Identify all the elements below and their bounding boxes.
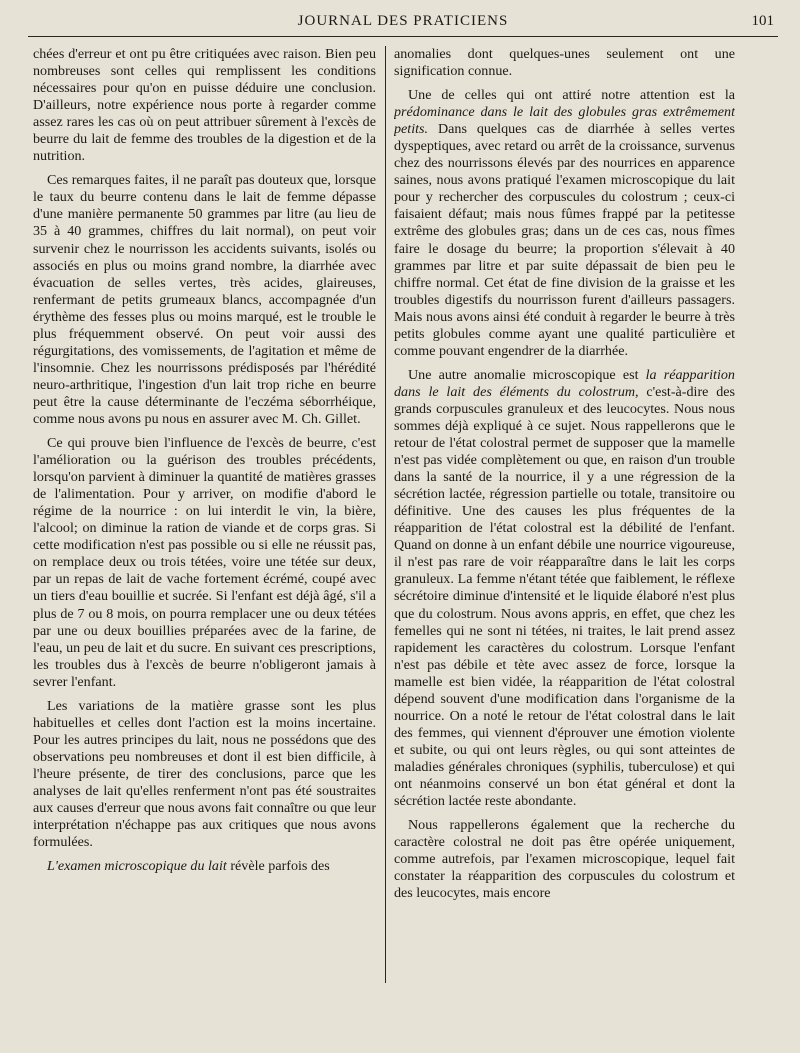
column-divider [385,46,386,983]
italic-phrase: la réapparition dans le lait des éléments du colostrum, [394,366,735,400]
italic-phrase: prédominance dans le lait des globules gras extrêmement petits. [394,104,735,138]
paragraph: Ces remarques faites, il ne paraît pas douteux que, lorsque le taux du beurre contenu dans le lait de femme dépasse d'une manière permanente 50 grammes par litre (au lieu de 35 à 40 grammes, chiffres du lait normal), on peut voir survenir chez le nourrisson les accidents suivants, isolés ou associés en plus ou moins grand nombre, la diarrhée avec évacuation de selles vertes, très acides, glaireuses, renfermant de petits grumeaux blancs, accompagnée d'un érythème des fesses plus ou moins marqué, est le trouble le plus fréquemment observé. On peut voir aussi des régurgitations, des vomissements, de l'agitation et même de l'insomnie. Chez les nourrissons prédisposés par l'hérédité neuro-arthritique, l'ingestion d'un lait trop riche en beurre peut être la cause déterminante de l'eczéma séborrhéique, comme nous avons pu nous en assurer avec M. Ch. Gillet. [33,172,376,427]
text-run: Dans quelques cas de diarrhée à selles vertes dyspeptiques, avec retard ou arrêt de la croissance, survenus chez des nourrissons élevés par des nourrices en apparence saines, nous avons pratiqué l'examen microscopique du lait pour y rechercher des corpuscules du colostrum ; ceux-ci faisaient défaut; mais nous fûmes frappé par la petitesse extrême des globules gras; dans un de ces cas, nous fîmes faire le dosage du beurre; la proportion s'élevait à 40 grammes par litre et par suite dépassait de bien peu le chiffre normal. Cet état de fine division de la graisse et les troubles digestifs du nourrisson furent d'ailleurs passagers. Mais nous avons ainsi été conduit à regarder le beurre à très petits globules comme ayant une qualité particulière et comme pouvant engendrer de la diarrhée. [394,121,735,359]
paragraph [33,858,376,875]
text-run: Une autre anomalie microscopique est [408,366,646,383]
paragraph [394,367,735,810]
right-column [394,46,735,985]
paragraph: Nous rappellerons également que la recherche du caractère colostral ne doit pas être opérée uniquement, comme autrefois, par l'examen microscopique, lequel fait constater la réapparition des corpuscules du colostrum et des leucocytes, mais encore [394,817,735,902]
paragraph: Les variations de la matière grasse sont les plus habituelles et celles dont l'action est la moins incertaine. Pour les autres principes du lait, nous ne possédons que des observations peu nombreuses et dont il est bien difficile, à l'heure présente, de tirer des conclusions, parce que les analyses de lait qu'elles renferment n'ont pas été soustraites aux causes d'erreur que nous avons fait connaître ou que leur interprétation n'échappe pas aux critiques que nous avons formulées. [33,697,376,851]
paragraph: anomalies dont quelques-unes seulement ont une signification connue. [394,46,735,80]
text-run: Une de celles qui ont attiré notre attention est la [408,87,735,104]
italic-phrase: L'examen microscopique du lait [47,858,227,875]
paragraph [394,87,735,360]
text-run: révèle parfois des [226,858,330,875]
running-title: JOURNAL DES PRATICIENS [297,13,509,29]
text-run: c'est-à-dire des grands corpuscules granuleux et des leucocytes. Nous nous sommes déjà expliqué à ce sujet. Nous rappellerons que le retour de l'état colostral permet de supposer que la mamelle n'est pas vidée complètement ou que, en raison d'un trouble dans la santé de la nourrice, il y a une régression de la sécrétion lactée, régression partielle ou totale, transitoire ou définitive. Une des causes les plus fréquentes de la réapparition de l'état colostral est la débilité de l'enfant. Quand on donne à un enfant débile une nourrice vigoureuse, il n'est pas rare de voir réapparaître dans le lait les corps granuleux. La femme n'étant tétée que faiblement, le réflexe sécrétoire diminue d'intensité et le liquide élaboré n'est plus que du colostrum. Nous avons appris, en effet, que chez les femelles qui ne sont ni tétées, ni traites, le lait prend assez rapidement les caractères du colostrum. Lorsque l'enfant n'est pas débile et tète avec assez de force, lorsque la mamelle est bien vidée, la réapparition de l'état colostral dépend souvent d'une modification dans l'organisme de la nourrice. On a noté le retour de l'état colostral dans le lait des femmes, qui viennent d'éprouver une émotion violente et subite, ou qui ont leurs règles, ou qui sont atteintes de maladies générales chroniques (syphilis, tuberculose) et qui ont néanmoins conservé un bon état général et dont la sécrétion lactée reste abondante. [394,383,735,810]
page-header [28,10,778,37]
left-column [33,46,376,985]
paragraph: chées d'erreur et ont pu être critiquées avec raison. Bien peu nombreuses sont celles qui remplissent les conditions nécessaires pour qu'on en puisse déduire une conclusion. D'ailleurs, notre expérience nous porte à regarder comme assez rares les cas où on peut attribuer sûrement à l'excès de beurre du lait de femme des troubles de la digestion et de la nutrition. [33,46,376,165]
page-number: 101 [751,13,774,29]
paragraph: Ce qui prouve bien l'influence de l'excès de beurre, c'est l'amélioration ou la guérison des troubles précédents, lorsqu'on parvient à diminuer la quantité de matières grasses de l'alimentation. Pour y arriver, on modifie d'abord le régime de la nourrice : on lui interdit le vin, la bière, l'alcool; on diminue la ration de viande et de corps gras. Si cette modification n'est pas possible ou si elle ne réussit pas, on remplace deux ou trois tétées, voire une tétée sur deux, par un repas de lait de vache fortement écrémé, coupé avec un tiers d'eau bouillie et sucrée. Si l'enfant est déjà âgé, s'il a plus de 7 ou 8 mois, on pourra remplacer une ou deux tétées par une ou deux bouillies préparées avec de la farine, de l'eau, un peu de lait et du sucre. En suivant ces prescriptions, les troubles dus à l'excès de beurre n'obligeront jamais à sevrer l'enfant. [33,435,376,690]
